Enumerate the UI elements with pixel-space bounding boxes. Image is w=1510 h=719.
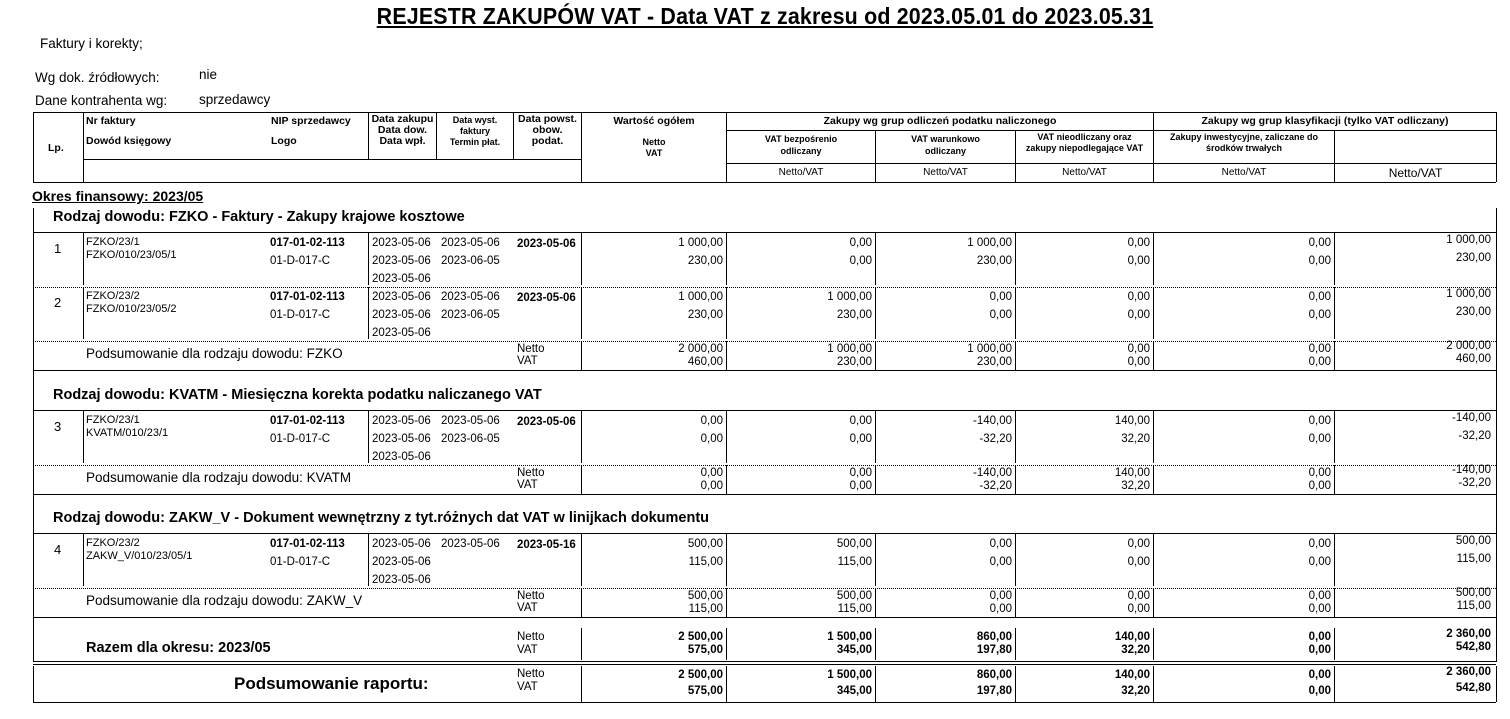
row-vat-4: 0,00 <box>1308 556 1331 568</box>
row-netto-4: 0,00 <box>1308 291 1331 303</box>
summary-divider <box>1153 341 1154 371</box>
row-netto-1: 500,00 <box>836 538 872 550</box>
payment-due-date: 2023-06-05 <box>441 309 500 321</box>
left-border <box>33 208 34 662</box>
doc-date: 2023-05-06 <box>372 255 431 267</box>
seller-logo: 01-D-017-C <box>270 309 331 321</box>
summary-label: Podsumowanie dla rodzaju dowodu: KVATM <box>86 470 352 485</box>
row-divider <box>581 534 582 586</box>
summary-vat-1: 115,00 <box>837 603 872 615</box>
row-divider <box>1015 534 1016 586</box>
row-divider <box>83 534 84 586</box>
period-total-netto-0: 2 500,00 <box>678 631 723 643</box>
summary-divider <box>875 465 876 495</box>
payment-due-date: 2023-06-05 <box>441 433 500 445</box>
invoice-number: FZKO/23/2 <box>86 290 140 302</box>
row-divider <box>83 233 84 285</box>
row-netto-3: 0,00 <box>1127 291 1150 303</box>
report-divider <box>726 666 727 702</box>
period-total-vat-0: 575,00 <box>687 644 723 656</box>
tax-obligation-date: 2023-05-06 <box>517 416 576 428</box>
summary-vat-0: 115,00 <box>688 603 723 615</box>
row-vat-5: 115,00 <box>1456 553 1491 565</box>
doc-date: 2023-05-06 <box>372 556 431 568</box>
row-vat-2: -32,20 <box>979 433 1012 445</box>
receipt-date: 2023-05-06 <box>372 273 431 285</box>
row-netto-3: 0,00 <box>1127 538 1150 550</box>
report-netto-2: 860,00 <box>976 669 1012 681</box>
col-tax-obligation-date: Data powst. <box>518 113 577 125</box>
period-total-vat-label: VAT <box>517 644 538 656</box>
col-vat-conditional-2: odliczany <box>924 146 966 156</box>
source-docs-label: Wg dok. źródłowych: <box>35 70 160 85</box>
period-rule <box>33 661 1496 662</box>
col-vat-direct-2: odliczany <box>780 146 822 156</box>
summary-vat-1: 230,00 <box>836 356 872 368</box>
row-separator <box>33 588 1496 589</box>
row-netto-5: 1 000,00 <box>1446 234 1491 246</box>
report-divider <box>33 666 34 702</box>
summary-vat-5: 460,00 <box>1455 353 1491 365</box>
col-accounting-doc: Dowód księgowy <box>86 135 172 147</box>
period-divider <box>1153 628 1154 660</box>
summary-vat-2: -32,20 <box>979 480 1012 492</box>
period-divider <box>875 628 876 660</box>
row-divider <box>1334 534 1335 586</box>
contractor-value: sprzedawcy <box>199 92 271 107</box>
seller-nip: 017-01-02-113 <box>270 291 345 303</box>
row-divider <box>368 534 369 586</box>
source-docs-value: nie <box>199 67 218 82</box>
row-divider <box>368 233 369 285</box>
doc-date: 2023-05-06 <box>372 309 431 321</box>
sub-netto-vat-4: Netto/VAT <box>1221 167 1267 178</box>
report-divider <box>1015 666 1016 702</box>
summary-vat-4: 0,00 <box>1308 480 1331 492</box>
report-divider <box>1334 666 1335 702</box>
row-vat-2: 230,00 <box>976 255 1012 267</box>
summary-netto-2: 0,00 <box>989 590 1012 602</box>
summary-netto-3: 0,00 <box>1127 343 1150 355</box>
purchase-date: 2023-05-06 <box>372 291 431 303</box>
summary-label: Podsumowanie dla rodzaju dowodu: ZAKW_V <box>86 593 363 608</box>
period-total-netto-5: 2 360,00 <box>1446 628 1491 640</box>
row-vat-0: 230,00 <box>687 255 723 267</box>
summary-netto-label: Netto <box>517 343 545 355</box>
summary-vat-label: VAT <box>517 355 538 367</box>
row-netto-2: 0,00 <box>989 291 1012 303</box>
summary-divider <box>875 588 876 618</box>
section-rule <box>33 410 1496 411</box>
row-divider <box>1153 534 1154 586</box>
row-netto-5: -140,00 <box>1451 412 1491 424</box>
period-divider <box>1334 628 1335 660</box>
summary-vat-label: VAT <box>517 479 538 491</box>
report-netto-4: 0,00 <box>1308 669 1331 681</box>
summary-divider <box>581 465 582 495</box>
row-divider <box>1015 287 1016 339</box>
summary-netto-4: 0,00 <box>1308 467 1331 479</box>
row-vat-3: 0,00 <box>1127 255 1150 267</box>
summary-netto-0: 2 000,00 <box>678 343 723 355</box>
section-title: Rodzaj dowodu: ZAKW_V - Dokument wewnętrzny z tyt.różnych dat VAT w linijkach dokumentu <box>53 510 710 526</box>
accounting-doc: FZKO/010/23/05/1 <box>86 249 177 261</box>
summary-netto-3: 0,00 <box>1127 590 1150 602</box>
receipt-date: 2023-05-06 <box>372 451 431 463</box>
row-divider <box>1153 233 1154 285</box>
row-divider <box>875 411 876 463</box>
period-divider <box>726 628 727 660</box>
period-total-netto-1: 1 500,00 <box>827 631 872 643</box>
row-lp: 4 <box>54 542 62 557</box>
period-total-netto-label: Netto <box>517 631 545 643</box>
col-tax-obligation-3: podat. <box>531 135 564 147</box>
report-netto-0: 2 500,00 <box>678 669 723 681</box>
col-fixed-assets-1: Zakupy inwestycyjne, zaliczane do <box>1169 132 1319 142</box>
report-divider <box>875 666 876 702</box>
summary-netto-3: 140,00 <box>1114 467 1150 479</box>
row-netto-2: 1 000,00 <box>967 237 1012 249</box>
row-netto-0: 1 000,00 <box>678 291 723 303</box>
summary-vat-3: 0,00 <box>1127 356 1150 368</box>
period-total-vat-2: 197,80 <box>976 644 1012 656</box>
financial-period: Okres finansowy: 2023/05 <box>32 188 204 204</box>
document-type: Faktury i korekty; <box>40 36 143 51</box>
section-title: Rodzaj dowodu: FZKO - Faktury - Zakupy krajowe kosztowe <box>53 209 465 225</box>
tax-obligation-date: 2023-05-16 <box>517 539 576 551</box>
row-separator <box>33 341 1496 342</box>
summary-rule <box>33 494 1496 495</box>
summary-rule <box>33 370 1496 371</box>
summary-divider <box>1334 465 1335 495</box>
row-divider <box>83 287 84 339</box>
row-netto-5: 1 000,00 <box>1446 288 1491 300</box>
row-divider <box>581 233 582 285</box>
sub-netto-vat-2: Netto/VAT <box>923 167 968 178</box>
accounting-doc: KVATM/010/23/1 <box>86 427 169 439</box>
report-vat-2: 197,80 <box>976 685 1012 697</box>
purchase-date: 2023-05-06 <box>372 538 431 550</box>
col-fixed-assets-2: środków trwałych <box>1205 143 1283 153</box>
row-netto-1: 0,00 <box>849 237 872 249</box>
period-total-label: Razem dla okresu: 2023/05 <box>86 640 271 656</box>
col-seller-nip: NIP sprzedawcy <box>271 115 351 127</box>
summary-divider <box>726 465 727 495</box>
row-separator <box>33 465 1496 466</box>
report-vat-label: VAT <box>517 681 538 693</box>
section-rule <box>33 533 1496 534</box>
accounting-doc: FZKO/010/23/05/2 <box>86 303 177 315</box>
row-vat-0: 115,00 <box>688 556 723 568</box>
row-vat-1: 0,00 <box>849 255 872 267</box>
col-lp: Lp. <box>48 142 64 154</box>
row-vat-2: 0,00 <box>989 309 1012 321</box>
period-total-vat-1: 345,00 <box>836 644 872 656</box>
summary-vat-5: -32,20 <box>1458 477 1491 489</box>
summary-vat-4: 0,00 <box>1308 356 1331 368</box>
col-vat-conditional-1: VAT warunkowo <box>911 134 980 144</box>
tax-obligation-date: 2023-05-06 <box>517 292 576 304</box>
col-purchase-date: Data zakupu <box>371 113 434 125</box>
col-vat-nondeductible-2: zakupy niepodlegające VAT <box>1025 143 1144 153</box>
row-lp: 1 <box>54 241 62 256</box>
summary-netto-1: 0,00 <box>849 467 872 479</box>
period-total-vat-5: 542,80 <box>1455 641 1491 653</box>
col-invoice: faktury <box>459 126 490 136</box>
row-vat-3: 0,00 <box>1127 556 1150 568</box>
tax-obligation-date: 2023-05-06 <box>517 238 576 250</box>
summary-vat-1: 0,00 <box>849 480 872 492</box>
row-netto-0: 1 000,00 <box>678 237 723 249</box>
summary-netto-1: 500,00 <box>836 590 872 602</box>
summary-vat-0: 0,00 <box>700 480 723 492</box>
seller-nip: 017-01-02-113 <box>270 237 345 249</box>
summary-netto-5: 500,00 <box>1455 587 1491 599</box>
issue-date: 2023-05-06 <box>441 237 500 249</box>
row-netto-0: 500,00 <box>687 538 723 550</box>
summary-divider <box>581 341 582 371</box>
doc-date: 2023-05-06 <box>372 433 431 445</box>
summary-netto-1: 1 000,00 <box>827 343 872 355</box>
summary-divider <box>581 588 582 618</box>
row-divider <box>368 287 369 339</box>
row-netto-3: 140,00 <box>1114 415 1150 427</box>
col-payment-due: Termin płat. <box>449 137 501 147</box>
row-vat-2: 0,00 <box>989 556 1012 568</box>
col-logo: Logo <box>271 135 297 147</box>
row-netto-5: 500,00 <box>1455 535 1491 547</box>
row-divider <box>726 287 727 339</box>
period-total-netto-2: 860,00 <box>976 631 1012 643</box>
receipt-date: 2023-05-06 <box>372 574 431 586</box>
summary-divider <box>1015 588 1016 618</box>
summary-netto-0: 0,00 <box>700 467 723 479</box>
invoice-number: FZKO/23/1 <box>86 414 140 426</box>
row-netto-4: 0,00 <box>1308 538 1331 550</box>
summary-vat-0: 460,00 <box>687 356 723 368</box>
invoice-number: FZKO/23/2 <box>86 537 140 549</box>
purchase-date: 2023-05-06 <box>372 237 431 249</box>
row-netto-2: -140,00 <box>972 415 1012 427</box>
row-vat-4: 0,00 <box>1308 309 1331 321</box>
issue-date: 2023-05-06 <box>441 538 500 550</box>
summary-netto-4: 0,00 <box>1308 590 1331 602</box>
col-total-vat: VAT <box>645 148 663 158</box>
summary-netto-4: 0,00 <box>1308 343 1331 355</box>
row-vat-1: 115,00 <box>837 556 872 568</box>
sub-netto-vat-5: Netto/VAT <box>1388 166 1443 180</box>
summary-divider <box>1153 588 1154 618</box>
col-total-netto: Netto <box>642 137 666 147</box>
summary-label: Podsumowanie dla rodzaju dowodu: FZKO <box>86 346 343 361</box>
row-lp: 2 <box>54 295 62 310</box>
report-vat-5: 542,80 <box>1455 682 1491 694</box>
row-vat-5: -32,20 <box>1458 430 1491 442</box>
report-netto-5: 2 360,00 <box>1446 666 1491 678</box>
row-divider <box>726 233 727 285</box>
group-classification-header: Zakupy wg grup klasyfikacji (tylko VAT odliczany) <box>1201 115 1449 127</box>
summary-vat-4: 0,00 <box>1308 603 1331 615</box>
summary-netto-2: -140,00 <box>972 467 1012 479</box>
row-vat-0: 0,00 <box>700 433 723 445</box>
row-vat-5: 230,00 <box>1455 306 1491 318</box>
section-title: Rodzaj dowodu: KVATM - Miesięczna korekta podatku naliczanego VAT <box>53 387 542 403</box>
period-total-vat-4: 0,00 <box>1308 644 1331 656</box>
col-issue-date: Data wyst. <box>452 115 498 125</box>
period-total-netto-4: 0,00 <box>1308 631 1331 643</box>
summary-netto-0: 500,00 <box>687 590 723 602</box>
row-divider <box>581 411 582 463</box>
summary-divider <box>1334 588 1335 618</box>
report-netto-1: 1 500,00 <box>827 669 872 681</box>
period-rule-2 <box>33 664 1496 665</box>
row-divider <box>581 287 582 339</box>
summary-netto-2: 1 000,00 <box>967 343 1012 355</box>
row-divider <box>1153 287 1154 339</box>
row-vat-5: 230,00 <box>1455 252 1491 264</box>
summary-divider <box>726 341 727 371</box>
report-vat-1: 345,00 <box>836 685 872 697</box>
col-vat-nondeductible-1: VAT nieodliczany oraz <box>1037 132 1132 142</box>
row-lp: 3 <box>54 419 62 434</box>
purchase-date: 2023-05-06 <box>372 415 431 427</box>
summary-netto-5: 2 000,00 <box>1446 340 1491 352</box>
row-vat-4: 0,00 <box>1308 433 1331 445</box>
report-vat-0: 575,00 <box>687 685 723 697</box>
row-netto-1: 0,00 <box>849 415 872 427</box>
summary-divider <box>726 588 727 618</box>
report-divider <box>581 666 582 702</box>
issue-date: 2023-05-06 <box>441 291 500 303</box>
row-divider <box>1334 411 1335 463</box>
row-vat-0: 230,00 <box>687 309 723 321</box>
report-vat-4: 0,00 <box>1308 685 1331 697</box>
summary-vat-5: 115,00 <box>1456 600 1491 612</box>
row-netto-2: 0,00 <box>989 538 1012 550</box>
summary-divider <box>875 341 876 371</box>
summary-vat-label: VAT <box>517 602 538 614</box>
row-netto-0: 0,00 <box>700 415 723 427</box>
report-vat-3: 32,20 <box>1121 685 1150 697</box>
sub-netto-vat-3: Netto/VAT <box>1062 167 1107 178</box>
row-vat-3: 32,20 <box>1121 433 1150 445</box>
report-netto-3: 140,00 <box>1114 669 1150 681</box>
col-tax-obligation-2: obow. <box>532 124 563 136</box>
row-divider <box>1334 233 1335 285</box>
row-divider <box>1015 411 1016 463</box>
section-rule <box>33 232 1496 233</box>
summary-netto-label: Netto <box>517 590 545 602</box>
period-total-vat-3: 32,20 <box>1121 644 1150 656</box>
row-divider <box>875 534 876 586</box>
row-divider <box>83 411 84 463</box>
row-divider <box>368 411 369 463</box>
summary-vat-3: 32,20 <box>1121 480 1150 492</box>
summary-vat-3: 0,00 <box>1127 603 1150 615</box>
row-divider <box>1334 287 1335 339</box>
receipt-date: 2023-05-06 <box>372 327 431 339</box>
accounting-doc: ZAKW_V/010/23/05/1 <box>86 550 193 562</box>
report-summary-label: Podsumowanie raportu: <box>234 674 429 693</box>
seller-nip: 017-01-02-113 <box>270 538 345 550</box>
payment-due-date: 2023-06-05 <box>441 255 500 267</box>
contractor-label: Dane kontrahenta wg: <box>35 93 168 108</box>
col-vat-direct-1: VAT bezpośrenio <box>764 134 838 144</box>
row-netto-4: 0,00 <box>1308 237 1331 249</box>
sub-netto-vat-1: Netto/VAT <box>778 167 824 178</box>
row-vat-1: 230,00 <box>836 309 872 321</box>
row-divider <box>726 411 727 463</box>
col-total-value: Wartość ogółem <box>613 115 695 127</box>
row-separator <box>33 287 1496 288</box>
summary-vat-2: 0,00 <box>989 603 1012 615</box>
col-doc-date: Data dow. <box>377 124 428 136</box>
summary-rule <box>33 617 1496 618</box>
row-divider <box>1015 233 1016 285</box>
seller-nip: 017-01-02-113 <box>270 415 345 427</box>
row-divider <box>726 534 727 586</box>
report-title: REJESTR ZAKUPÓW VAT - Data VAT z zakresu od 2023.05.01 do 2023.05.31 <box>376 3 1154 29</box>
period-total-netto-3: 140,00 <box>1114 631 1150 643</box>
summary-netto-5: -140,00 <box>1451 464 1491 476</box>
right-border <box>1496 208 1497 662</box>
report-divider <box>1496 666 1497 702</box>
row-divider <box>875 287 876 339</box>
report-netto-label: Netto <box>517 668 545 680</box>
row-netto-3: 0,00 <box>1127 237 1150 249</box>
report-divider <box>1153 666 1154 702</box>
row-divider <box>1153 411 1154 463</box>
row-netto-1: 1 000,00 <box>827 291 872 303</box>
summary-netto-label: Netto <box>517 467 545 479</box>
row-netto-4: 0,00 <box>1308 415 1331 427</box>
row-vat-3: 0,00 <box>1127 309 1150 321</box>
report-rule <box>33 702 1496 703</box>
seller-logo: 01-D-017-C <box>270 433 331 445</box>
row-divider <box>875 233 876 285</box>
summary-vat-2: 230,00 <box>976 356 1012 368</box>
period-divider <box>581 628 582 660</box>
group-deductions-header: Zakupy wg grup odliczeń podatku naliczonego <box>823 115 1057 127</box>
row-vat-4: 0,00 <box>1308 255 1331 267</box>
summary-divider <box>1334 341 1335 371</box>
seller-logo: 01-D-017-C <box>270 255 331 267</box>
issue-date: 2023-05-06 <box>441 415 500 427</box>
col-receipt-date: Data wpł. <box>379 135 426 147</box>
period-divider <box>1015 628 1016 660</box>
invoice-number: FZKO/23/1 <box>86 236 140 248</box>
summary-divider <box>1015 465 1016 495</box>
summary-divider <box>1153 465 1154 495</box>
summary-divider <box>1015 341 1016 371</box>
seller-logo: 01-D-017-C <box>270 556 331 568</box>
col-invoice-no: Nr faktury <box>86 115 136 127</box>
row-vat-1: 0,00 <box>849 433 872 445</box>
